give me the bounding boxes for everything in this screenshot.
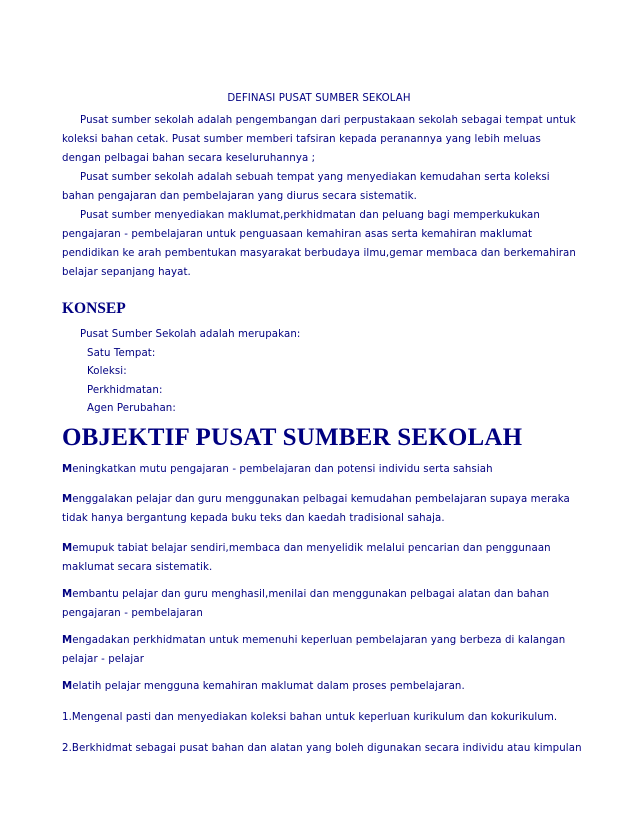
konsep-item: Satu Tempat:	[87, 347, 156, 359]
objektif-item	[62, 539, 582, 577]
objektif-initial: M	[62, 494, 73, 505]
objektif-item	[62, 677, 582, 696]
konsep-intro: Pusat Sumber Sekolah adalah merupakan:	[80, 329, 301, 340]
objektif-text: emupuk tabiat belajar sendiri,membaca dan menyelidik melalui pencarian dan penggunaan maklumat secara sistematik.	[62, 543, 551, 573]
objektif-text: eningkatkan mutu pengajaran - pembelajaran dan potensi individu serta sahsiah	[72, 464, 493, 475]
objektif-text: embantu pelajar dan guru menghasil,menilai dan menggunakan pelbagai alatan dan bahan pengajaran - pembelajaran	[62, 589, 550, 619]
objektif-item	[62, 460, 582, 479]
konsep-list	[80, 326, 300, 419]
objektif-initial: M	[62, 681, 73, 692]
objektif-item	[62, 585, 582, 623]
numbered-item-1: 1.Mengenal pasti dan menyediakan koleksi bahan untuk keperluan kurikulum dan kokurikulum.	[62, 712, 558, 723]
definition-paragraph-3: Pusat sumber menyediakan maklumat,perkhidmatan dan peluang bagi memperkukukan pengajaran - pembelajaran untuk penguasaan kemahiran asas serta kemahiran maklumat pendidikan ke arah pembentukan masyarakat berbudaya ilmu,gemar membaca dan berkemahiran belajar sepanjang hayat.	[62, 210, 576, 278]
definition-section-3	[62, 206, 577, 282]
objektif-text: elatih pelajar mengguna kemahiran maklumat dalam proses pembelajaran.	[72, 681, 465, 692]
objektif-initial: M	[62, 464, 73, 475]
definition-paragraph-2: Pusat sumber sekolah adalah sebuah tempat yang menyediakan kemudahan serta koleksi bahan pengajaran dan pembelajaran yang diurus secara sistematik.	[62, 172, 550, 202]
objektif-text: enggalakan pelajar dan guru menggunakan pelbagai kemudahan pembelajaran supaya meraka tidak hanya bergantung kepada buku teks dan kaedah tradisional sahaja.	[62, 494, 570, 524]
definition-section-2	[62, 168, 577, 206]
objektif-initial: M	[62, 543, 73, 554]
objektif-item	[62, 490, 582, 528]
objektif-heading: OBJEKTIF PUSAT SUMBER SEKOLAH	[62, 424, 523, 451]
numbered-item-2: 2.Berkhidmat sebagai pusat bahan dan alatan yang boleh digunakan secara individu atau kimpulan	[62, 743, 582, 754]
objektif-text: engadakan perkhidmatan untuk memenuhi keperluan pembelajaran yang berbeza di kalangan pelajar - pelajar	[62, 635, 566, 665]
objektif-initial: M	[62, 635, 73, 646]
page-title: DEFINASI PUSAT SUMBER SEKOLAH	[227, 93, 411, 104]
konsep-heading: KONSEP	[62, 300, 126, 317]
definition-section	[62, 111, 577, 168]
konsep-item: Koleksi:	[87, 366, 127, 378]
objektif-initial: M	[62, 589, 73, 600]
objektif-item	[62, 631, 582, 669]
definition-paragraph-1: Pusat sumber sekolah adalah pengembangan dari perpustakaan sekolah sebagai tempat untuk koleksi bahan cetak. Pusat sumber memberi tafsiran kepada peranannya yang lebih meluas dengan pelbagai bahan secara keseluruhannya ;	[62, 115, 576, 164]
konsep-item: Agen Perubahan:	[87, 403, 176, 415]
konsep-item: Perkhidmatan:	[87, 384, 163, 396]
